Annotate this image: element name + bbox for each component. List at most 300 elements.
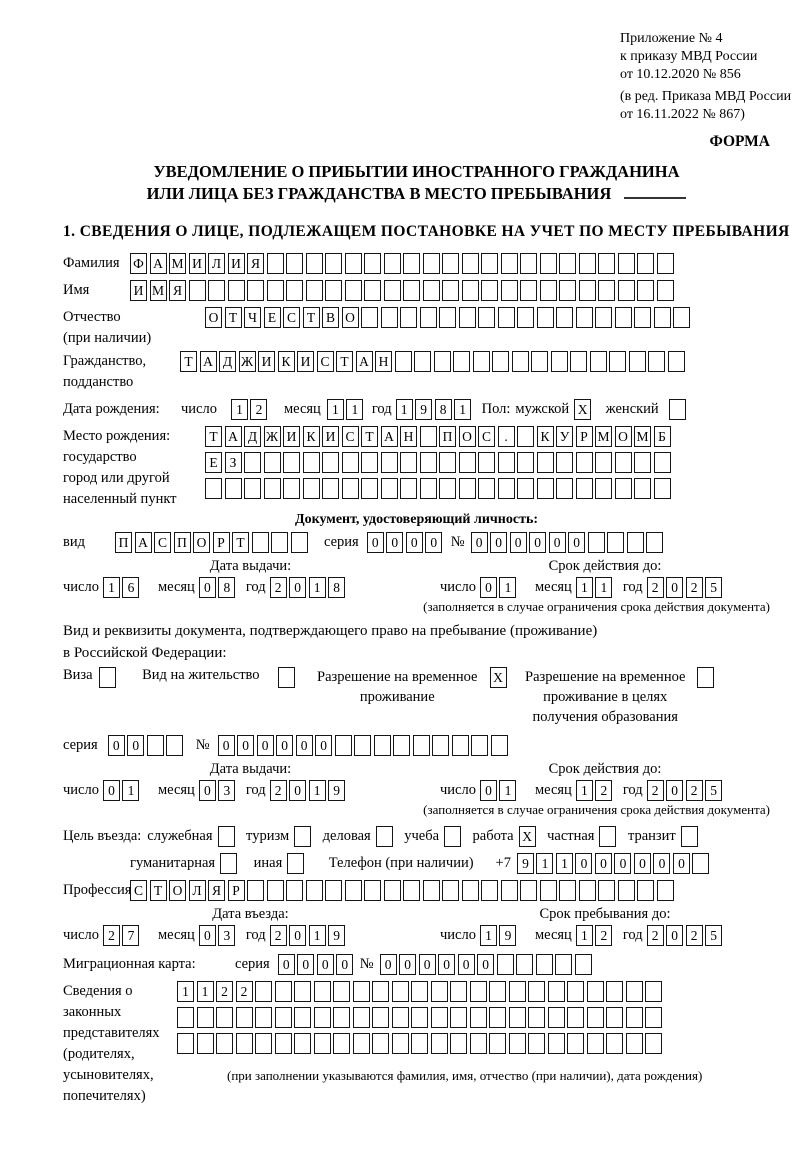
form-cell: 0 [480,577,497,598]
form-cell [478,478,495,499]
form-cell [353,1007,370,1028]
form-cell [615,478,632,499]
form-cell [626,1033,643,1054]
form-cell: 0 [380,954,397,975]
form-cell [333,1033,350,1054]
identity-doc-row [63,532,770,553]
form-cell [567,981,584,1002]
form-cell [420,452,437,473]
form-cell: О [615,426,632,447]
doc-kind-cells[interactable] [115,532,310,553]
form-cell [197,1007,214,1028]
form-cell: М [634,426,651,447]
form-cell [384,253,401,274]
purpose-transit-checkbox[interactable] [681,826,701,847]
form-cell: 1 [595,577,612,598]
birth-day-cells[interactable] [231,399,270,420]
firstname-cells[interactable] [130,280,676,301]
form-cell [501,880,518,901]
residence-issue-year-cells[interactable] [270,780,348,801]
doc-number-cells[interactable] [471,532,666,553]
form-cell: 0 [568,532,585,553]
year-label: год [371,401,392,417]
purpose-official-checkbox[interactable] [218,826,238,847]
form-cell [537,452,554,473]
form-cell [381,452,398,473]
purpose-humanitarian-label: гуманитарная [130,855,216,871]
form-cell [645,1033,662,1054]
identity-expiry-day-cells[interactable] [480,577,519,598]
stay-year-cells[interactable] [647,925,725,946]
form-cell [517,478,534,499]
form-cell [314,981,331,1002]
form-cell: 2 [647,577,664,598]
representatives-note: (при заполнении указываются фамилия, имя, отчество (при наличии), дата рождения) [227,1068,703,1083]
form-cell [439,478,456,499]
validity-note: (заполняется в случае ограничения срока действия документа) [423,599,770,614]
form-cell: 0 [549,532,566,553]
month-label: месяц [534,579,572,595]
form-cell [598,880,615,901]
residence-number-cells[interactable] [218,735,511,756]
purpose-tourism-checkbox[interactable] [294,826,314,847]
form-cell [381,478,398,499]
form-cell [322,452,339,473]
form-cell [218,826,235,847]
form-cell [247,880,264,901]
form-cell [286,880,303,901]
form-cell [555,954,572,975]
surname-cells[interactable] [130,253,676,274]
form-cell [450,1033,467,1054]
form-cell [333,1007,350,1028]
form-cell [489,1033,506,1054]
form-cell [420,478,437,499]
form-cell: 1 [576,780,593,801]
edition-line: от 16.11.2022 № 867) [620,107,745,122]
form-cell: 2 [595,925,612,946]
form-cell [264,452,281,473]
identity-issue-year-cells[interactable] [270,577,348,598]
form-cell: 1 [309,780,326,801]
form-cell [595,478,612,499]
form-cell [361,307,378,328]
phone-label: Телефон (при наличии) [328,855,474,871]
form-cell: 2 [216,981,233,1002]
stay-day-cells[interactable] [480,925,519,946]
form-cell: 1 [231,399,248,420]
form-cell [520,280,537,301]
form-cell: 0 [666,780,683,801]
form-cell: 0 [653,853,670,874]
form-cell: Т [336,351,353,372]
form-cell [236,1033,253,1054]
form-cell [556,478,573,499]
year-label: год [622,579,643,595]
form-cell [606,1007,623,1028]
form-cell [342,478,359,499]
identity-doc-dates-row [63,558,770,598]
form-cell [459,452,476,473]
birth-place-row2-cells[interactable] [205,452,673,473]
form-cell [444,826,461,847]
sex-male-label: мужской [515,401,570,417]
form-cell: Д [219,351,236,372]
identity-issue-day-cells[interactable] [103,577,142,598]
form-cell [411,1007,428,1028]
form-cell: А [200,351,217,372]
form-cell [361,478,378,499]
form-cell [393,735,410,756]
form-cell [333,981,350,1002]
form-cell [353,981,370,1002]
stay-until-block [440,906,770,946]
phone-cells[interactable] [517,853,712,874]
form-cell: А [381,426,398,447]
form-cell: К [537,426,554,447]
form-cell [459,307,476,328]
form-cell [587,981,604,1002]
form-cell: 0 [289,780,306,801]
form-cell: 3 [218,925,235,946]
year-label: год [245,579,266,595]
residence-doc-issue-block [63,761,438,801]
form-cell: Я [169,280,186,301]
form-cell: 1 [556,853,573,874]
form-cell: 0 [317,954,334,975]
form-cell [432,735,449,756]
form-cell [673,307,690,328]
form-cell [587,1007,604,1028]
form-cell: 0 [289,577,306,598]
form-cell [595,452,612,473]
form-cell: 1 [536,853,553,874]
form-cell [606,1033,623,1054]
form-cell: П [115,532,132,553]
form-cell: 0 [575,853,592,874]
form-cell: 0 [127,735,144,756]
form-cell: 2 [647,780,664,801]
entry-date-block [63,906,438,946]
form-cell [286,253,303,274]
form-cell [462,253,479,274]
doc-series-cells[interactable] [367,532,445,553]
form-cell [228,280,245,301]
form-cell [497,954,514,975]
sex-label: Пол: [481,401,511,417]
form-cell [459,478,476,499]
form-cell [283,452,300,473]
form-cell [166,735,183,756]
form-cell [197,1033,214,1054]
section1-heading: 1. СВЕДЕНИЯ О ЛИЦЕ, ПОДЛЕЖАЩЕМ ПОСТАНОВКЕ НА УЧЕТ ПО МЕСТУ ПРЕБЫВАНИЯ [63,223,790,240]
sex-female-checkbox[interactable] [669,399,689,420]
residence-doc-series-row [63,735,770,756]
form-cell [431,981,448,1002]
form-cell [345,280,362,301]
form-cell: П [439,426,456,447]
profession-cells[interactable] [130,880,676,901]
series-label: серия [63,737,98,753]
residence-issue-day-cells[interactable] [103,780,142,801]
entry-purpose-row [63,826,770,847]
form-cell [470,1033,487,1054]
purpose-study-checkbox[interactable] [444,826,464,847]
form-cell: 0 [477,954,494,975]
form-cell: 0 [257,735,274,756]
form-cell [615,307,632,328]
form-cell: М [150,280,167,301]
form-cell: 0 [296,735,313,756]
representatives-row1-cells[interactable] [177,981,665,1002]
form-cell [294,981,311,1002]
form-cell [177,1033,194,1054]
form-cell [361,452,378,473]
form-cell [384,880,401,901]
form-cell [548,1007,565,1028]
form-cell [697,667,714,688]
form-cell [470,981,487,1002]
form-cell: 0 [480,780,497,801]
form-cell: 0 [276,735,293,756]
form-cell [598,280,615,301]
form-cell [587,1033,604,1054]
form-cell: Е [264,307,281,328]
identity-expiry-month-cells[interactable] [576,577,615,598]
form-cell: Т [303,307,320,328]
residence-series-cells[interactable] [108,735,186,756]
form-cell: 1 [576,577,593,598]
patronymic-cells[interactable] [205,307,693,328]
form-cell [325,280,342,301]
form-cell: И [283,426,300,447]
form-cell: 0 [289,925,306,946]
form-cell: Л [208,253,225,274]
form-cell [576,478,593,499]
form-cell: 0 [438,954,455,975]
form-cell [491,735,508,756]
birth-month-cells[interactable] [327,399,366,420]
title-blank-underline [624,187,686,199]
form-cell: 2 [250,399,267,420]
form-cell [606,981,623,1002]
form-cell [481,880,498,901]
form-cell: X [519,826,536,847]
purpose-other-checkbox[interactable] [287,853,307,874]
expiry-date-heading: Срок действия до: [548,761,662,777]
form-cell: Р [576,426,593,447]
form-cell: 8 [328,577,345,598]
form-cell: 0 [419,954,436,975]
purpose-business-checkbox[interactable] [376,826,396,847]
form-cell: 0 [386,532,403,553]
form-cell [501,253,518,274]
form-cell [588,532,605,553]
migration-number-cells[interactable] [380,954,595,975]
form-cell: Т [232,532,249,553]
form-cell [615,452,632,473]
form-cell [400,478,417,499]
form-cell: 0 [336,954,353,975]
form-cell [294,826,311,847]
form-cell [395,351,412,372]
form-cell: К [303,426,320,447]
form-cell: 1 [327,399,344,420]
identity-doc-expiry-block [440,558,770,598]
form-cell: 1 [576,925,593,946]
purpose-humanitarian-checkbox[interactable] [220,853,240,874]
visa-checkbox[interactable] [99,667,119,688]
form-cell [275,981,292,1002]
form-cell: 0 [199,577,216,598]
form-cell: С [283,307,300,328]
form-cell [579,280,596,301]
form-cell [551,351,568,372]
birth-place-row1-cells[interactable] [205,426,673,447]
form-cell [540,280,557,301]
form-cell [431,1033,448,1054]
form-cell: 9 [415,399,432,420]
form-cell [392,1007,409,1028]
form-label: ФОРМА [709,133,770,150]
form-cell [537,307,554,328]
identity-expiry-year-cells[interactable] [647,577,725,598]
form-cell: Т [225,307,242,328]
form-cell [462,880,479,901]
representatives-row2-cells[interactable] [177,1007,665,1028]
patronymic-row [63,307,770,349]
form-cell: 2 [595,780,612,801]
birth-year-cells[interactable] [396,399,474,420]
number-label: № [359,956,374,972]
form-cell: А [135,532,152,553]
form-cell [498,452,515,473]
form-cell [528,1033,545,1054]
form-cell: К [278,351,295,372]
form-cell [147,735,164,756]
form-cell: И [322,426,339,447]
form-cell [657,880,674,901]
form-cell [537,478,554,499]
form-cell [403,880,420,901]
form-cell [576,307,593,328]
form-cell: 2 [270,780,287,801]
form-cell [654,452,671,473]
residence-issue-month-cells[interactable] [199,780,238,801]
profession-row [63,880,770,901]
day-label: число [440,579,476,595]
purpose-transit-label: транзит [627,828,676,844]
stay-month-cells[interactable] [576,925,615,946]
form-cell: 0 [367,532,384,553]
form-cell [471,735,488,756]
purpose-private-checkbox[interactable] [599,826,619,847]
form-cell [618,253,635,274]
residence-expiry-month-cells[interactable] [576,780,615,801]
form-cell [498,307,515,328]
form-cell [381,307,398,328]
citizenship-cells[interactable] [180,351,687,372]
day-label: число [181,401,217,417]
birth-date-label: Дата рождения: [63,401,160,417]
form-cell [322,478,339,499]
temp-permit-education-checkbox[interactable] [697,667,717,688]
entry-year-cells[interactable] [270,925,348,946]
form-cell [189,280,206,301]
form-cell [364,880,381,901]
migration-series-cells[interactable] [278,954,356,975]
form-cell [575,954,592,975]
birth-place-row3-cells[interactable] [205,478,673,499]
form-cell [216,1033,233,1054]
form-cell: А [225,426,242,447]
form-cell: 0 [529,532,546,553]
form-cell [548,981,565,1002]
form-cell [306,253,323,274]
form-cell: Ч [244,307,261,328]
form-cell: И [258,351,275,372]
form-cell [255,1007,272,1028]
purpose-work-checkbox[interactable] [519,826,539,847]
form-cell: М [169,253,186,274]
form-cell [414,351,431,372]
residence-expiry-day-cells[interactable] [480,780,519,801]
form-cell [657,253,674,274]
form-cell: С [342,426,359,447]
form-cell: И [130,280,147,301]
surname-label: Фамилия [63,255,120,271]
residence-permit-checkbox[interactable] [278,667,298,688]
form-cell [442,253,459,274]
form-cell [411,981,428,1002]
form-cell [286,280,303,301]
form-cell [374,735,391,756]
form-cell [626,1007,643,1028]
form-cell [618,280,635,301]
form-cell [434,351,451,372]
residence-expiry-year-cells[interactable] [647,780,725,801]
form-cell [403,253,420,274]
entry-month-cells[interactable] [199,925,238,946]
temp-permit-checkbox[interactable] [490,667,510,688]
form-cell: Б [654,426,671,447]
sex-male-checkbox[interactable] [574,399,594,420]
form-cell [473,351,490,372]
year-label: год [245,782,266,798]
form-cell [531,351,548,372]
appendix-line: к приказу МВД России [620,49,758,64]
form-cell: 1 [177,981,194,1002]
representatives-row3-cells[interactable] [177,1033,665,1054]
form-cell [607,532,624,553]
form-cell [481,280,498,301]
form-cell [267,880,284,901]
form-cell: 2 [270,925,287,946]
identity-doc-issue-block [63,558,438,598]
day-label: число [440,927,476,943]
form-cell: 1 [197,981,214,1002]
month-label: месяц [534,927,572,943]
purpose-private-label: частная [547,828,595,844]
form-cell [462,280,479,301]
purpose-other-label: иная [253,855,283,871]
form-cell [400,452,417,473]
entry-day-cells[interactable] [103,925,142,946]
form-cell [509,981,526,1002]
number-label: № [450,534,465,550]
form-cell [453,351,470,372]
identity-issue-month-cells[interactable] [199,577,238,598]
